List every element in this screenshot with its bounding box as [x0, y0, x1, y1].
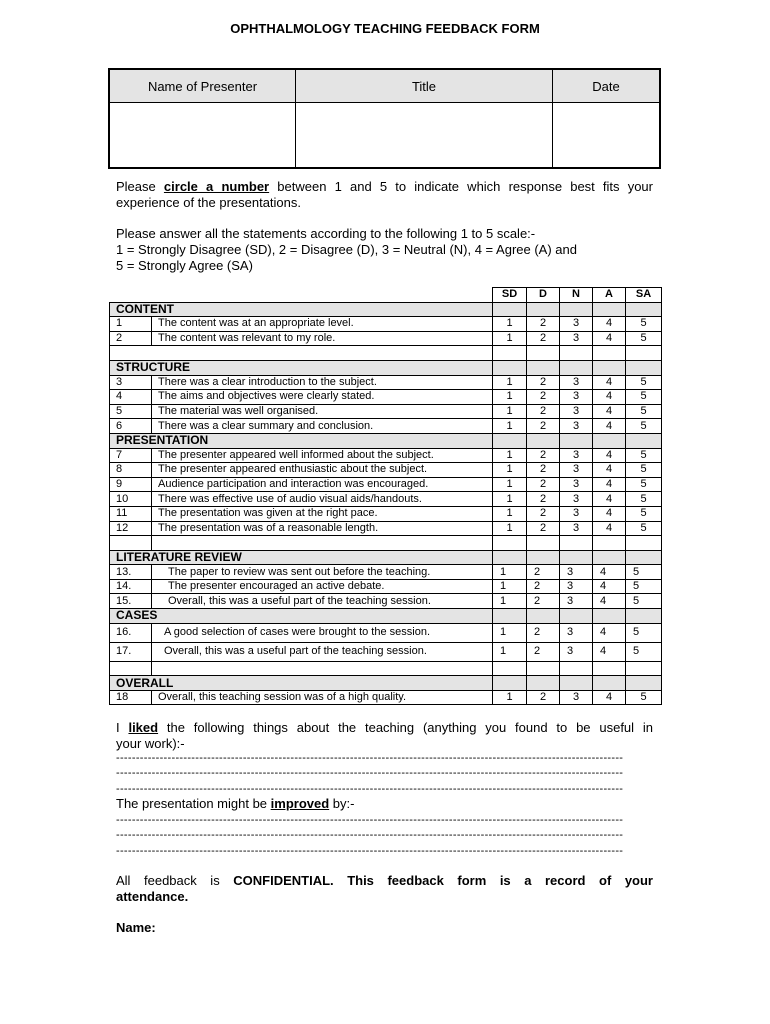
rating-option-d[interactable]: 2	[527, 521, 560, 536]
spacer-cell	[527, 536, 560, 551]
rating-option-sd[interactable]: 1	[493, 317, 527, 332]
statement-number: 10	[110, 492, 152, 507]
section-heading-content: CONTENT	[110, 302, 493, 317]
statement-number: 14.	[110, 579, 152, 594]
rating-option-n[interactable]: 3	[560, 331, 593, 346]
statement-row	[110, 317, 662, 332]
spacer-cell	[493, 346, 527, 361]
section-heading-structure: STRUCTURE	[110, 360, 493, 375]
spacer-cell	[560, 536, 593, 551]
rating-option-sd[interactable]: 1	[493, 448, 527, 463]
statement-row	[110, 642, 662, 661]
statement-number: 9	[110, 477, 152, 492]
section-blank-cell	[560, 676, 593, 691]
statement-number: 15.	[110, 594, 152, 609]
rating-option-n[interactable]: 3	[560, 492, 593, 507]
rating-option-d[interactable]: 2	[527, 623, 560, 642]
spacer-row	[110, 536, 662, 551]
section-blank-cell	[626, 676, 662, 691]
rating-option-sd[interactable]: 1	[493, 579, 527, 594]
rating-option-n[interactable]: 3	[560, 579, 593, 594]
instruction-circle-line2: experience of the presentations.	[116, 195, 302, 210]
spacer-cell	[527, 661, 560, 676]
section-blank-cell	[560, 609, 593, 624]
section-heading-literature: LITERATURE REVIEW	[110, 550, 493, 565]
rating-option-n[interactable]: 3	[560, 642, 593, 661]
statement-number: 5	[110, 404, 152, 419]
liked-prompt-line2: your work):-	[116, 736, 185, 751]
rating-option-n[interactable]: 3	[560, 594, 593, 609]
rating-option-d[interactable]: 2	[527, 448, 560, 463]
improved-answer-line-1[interactable]: --------------------------------------------------------------------------------------------------------------------------------	[116, 814, 624, 826]
statement-text: The aims and objectives were clearly stated.	[152, 390, 493, 405]
rating-option-sa[interactable]: 5	[626, 521, 662, 536]
section-row-cases	[110, 609, 662, 624]
spacer-cell	[560, 661, 593, 676]
statement-text: There was effective use of audio visual aids/handouts.	[152, 492, 493, 507]
section-blank-cell	[593, 550, 626, 565]
rating-option-d[interactable]: 2	[527, 317, 560, 332]
statement-row	[110, 492, 662, 507]
rating-option-d[interactable]: 2	[527, 404, 560, 419]
rating-option-a[interactable]: 4	[593, 492, 626, 507]
instruction-scale-line2: 1 = Strongly Disagree (SD), 2 = Disagree (D), 3 = Neutral (N), 4 = Agree (A) and	[116, 242, 577, 257]
rating-option-a[interactable]: 4	[593, 623, 626, 642]
section-blank-cell	[493, 360, 527, 375]
rating-option-n[interactable]: 3	[560, 623, 593, 642]
rating-option-sd[interactable]: 1	[493, 331, 527, 346]
rating-option-d[interactable]: 2	[527, 477, 560, 492]
rating-option-a[interactable]: 4	[593, 419, 626, 434]
statement-number: 3	[110, 375, 152, 390]
scale-header-n: N	[560, 288, 593, 303]
statement-text: Overall, this teaching session was of a high quality.	[152, 690, 493, 705]
spacer-cell	[593, 536, 626, 551]
date-field[interactable]	[553, 103, 661, 169]
section-blank-cell	[527, 302, 560, 317]
section-blank-cell	[560, 360, 593, 375]
statement-text: A good selection of cases were brought to the session.	[152, 623, 493, 642]
statement-row	[110, 448, 662, 463]
statement-number: 7	[110, 448, 152, 463]
rating-option-a[interactable]: 4	[593, 317, 626, 332]
rating-option-n[interactable]: 3	[560, 521, 593, 536]
rating-option-a[interactable]: 4	[593, 477, 626, 492]
statement-text: The presenter appeared enthusiastic about the subject.	[152, 463, 493, 478]
statement-row	[110, 419, 662, 434]
rating-option-n[interactable]: 3	[560, 477, 593, 492]
rating-option-a[interactable]: 4	[593, 565, 626, 580]
section-heading-presentation: PRESENTATION	[110, 433, 493, 448]
statement-row	[110, 594, 662, 609]
spacer-cell	[560, 346, 593, 361]
section-blank-cell	[527, 676, 560, 691]
rating-option-a[interactable]: 4	[593, 594, 626, 609]
rating-option-n[interactable]: 3	[560, 690, 593, 705]
section-blank-cell	[626, 550, 662, 565]
rating-option-a[interactable]: 4	[593, 521, 626, 536]
presenter-name-header: Name of Presenter	[109, 69, 296, 103]
header-spacer	[110, 288, 493, 303]
statement-text: The presentation was of a reasonable length.	[152, 521, 493, 536]
rating-option-d[interactable]: 2	[527, 375, 560, 390]
section-blank-cell	[527, 609, 560, 624]
rating-option-n[interactable]: 3	[560, 375, 593, 390]
statement-number: 11	[110, 506, 152, 521]
rating-option-sd[interactable]: 1	[493, 521, 527, 536]
rating-option-a[interactable]: 4	[593, 642, 626, 661]
rating-option-a[interactable]: 4	[593, 690, 626, 705]
confidential-notice-line2: attendance.	[116, 889, 189, 904]
name-label: Name:	[116, 920, 156, 935]
scale-header-sd: SD	[493, 288, 527, 303]
liked-answer-line-3[interactable]: --------------------------------------------------------------------------------------------------------------------------------	[116, 783, 624, 795]
instruction-circle: Please circle a number between 1 and 5 to indicate which response best fits your	[116, 179, 653, 194]
rating-option-d[interactable]: 2	[527, 506, 560, 521]
statement-text: The presenter encouraged an active debate.	[152, 579, 493, 594]
section-blank-cell	[626, 433, 662, 448]
rating-option-sa[interactable]: 5	[626, 331, 662, 346]
feedback-table	[109, 287, 662, 705]
rating-option-sa[interactable]: 5	[626, 690, 662, 705]
statement-row	[110, 506, 662, 521]
rating-option-a[interactable]: 4	[593, 375, 626, 390]
rating-option-sa[interactable]: 5	[626, 642, 662, 661]
rating-option-n[interactable]: 3	[560, 390, 593, 405]
section-row-content	[110, 302, 662, 317]
confidential-notice: All feedback is CONFIDENTIAL. This feedback form is a record of your	[116, 873, 653, 888]
statement-row	[110, 463, 662, 478]
rating-option-sa[interactable]: 5	[626, 477, 662, 492]
statement-text: The paper to review was sent out before the teaching.	[152, 565, 493, 580]
rating-option-sd[interactable]: 1	[493, 404, 527, 419]
rating-option-sd[interactable]: 1	[493, 642, 527, 661]
section-blank-cell	[493, 550, 527, 565]
rating-option-d[interactable]: 2	[527, 642, 560, 661]
section-blank-cell	[560, 433, 593, 448]
statement-row	[110, 521, 662, 536]
spacer-cell	[110, 661, 152, 676]
section-blank-cell	[626, 609, 662, 624]
rating-option-d[interactable]: 2	[527, 331, 560, 346]
rating-option-sd[interactable]: 1	[493, 390, 527, 405]
section-blank-cell	[493, 302, 527, 317]
section-blank-cell	[493, 609, 527, 624]
rating-option-d[interactable]: 2	[527, 463, 560, 478]
liked-prompt: I liked the following things about the teaching (anything you found to be useful in	[116, 720, 653, 735]
improved-answer-line-3[interactable]: --------------------------------------------------------------------------------------------------------------------------------	[116, 845, 624, 857]
statement-text: The presenter appeared well informed about the subject.	[152, 448, 493, 463]
rating-option-sa[interactable]: 5	[626, 448, 662, 463]
rating-option-n[interactable]: 3	[560, 419, 593, 434]
statement-row	[110, 375, 662, 390]
spacer-cell	[626, 536, 662, 551]
statement-number: 2	[110, 331, 152, 346]
presenter-details-table	[108, 68, 661, 169]
statement-text: The material was well organised.	[152, 404, 493, 419]
section-heading-cases: CASES	[110, 609, 493, 624]
instruction-scale-line1: Please answer all the statements according to the following 1 to 5 scale:-	[116, 226, 536, 241]
section-blank-cell	[527, 550, 560, 565]
spacer-cell	[626, 661, 662, 676]
rating-option-sd[interactable]: 1	[493, 594, 527, 609]
rating-option-sa[interactable]: 5	[626, 419, 662, 434]
scale-header-row	[110, 288, 662, 303]
rating-option-sd[interactable]: 1	[493, 565, 527, 580]
rating-option-d[interactable]: 2	[527, 579, 560, 594]
section-blank-cell	[626, 360, 662, 375]
section-blank-cell	[626, 302, 662, 317]
rating-option-sa[interactable]: 5	[626, 506, 662, 521]
statement-row	[110, 623, 662, 642]
rating-option-sd[interactable]: 1	[493, 419, 527, 434]
instruction-scale-line3: 5 = Strongly Agree (SA)	[116, 258, 253, 273]
rating-option-sd[interactable]: 1	[493, 623, 527, 642]
spacer-row	[110, 346, 662, 361]
rating-option-n[interactable]: 3	[560, 506, 593, 521]
statement-number: 13.	[110, 565, 152, 580]
section-blank-cell	[560, 550, 593, 565]
section-heading-overall: OVERALL	[110, 676, 493, 691]
rating-option-n[interactable]: 3	[560, 317, 593, 332]
statement-text: Audience participation and interaction was encouraged.	[152, 477, 493, 492]
improved-prompt: The presentation might be improved by:-	[116, 796, 355, 811]
improved-answer-line-2[interactable]: --------------------------------------------------------------------------------------------------------------------------------	[116, 829, 624, 841]
statement-text: The content was at an appropriate level.	[152, 317, 493, 332]
section-blank-cell	[593, 302, 626, 317]
rating-option-d[interactable]: 2	[527, 565, 560, 580]
rating-option-sd[interactable]: 1	[493, 463, 527, 478]
liked-answer-line-2[interactable]: --------------------------------------------------------------------------------------------------------------------------------	[116, 767, 624, 779]
presenter-name-field[interactable]	[109, 103, 296, 169]
statement-text: There was a clear summary and conclusion.	[152, 419, 493, 434]
rating-option-d[interactable]: 2	[527, 690, 560, 705]
rating-option-sd[interactable]: 1	[493, 690, 527, 705]
date-header: Date	[553, 69, 661, 103]
rating-option-n[interactable]: 3	[560, 404, 593, 419]
rating-option-sa[interactable]: 5	[626, 463, 662, 478]
rating-option-sd[interactable]: 1	[493, 477, 527, 492]
rating-option-d[interactable]: 2	[527, 594, 560, 609]
rating-option-n[interactable]: 3	[560, 565, 593, 580]
scale-header-d: D	[527, 288, 560, 303]
scale-header-a: A	[593, 288, 626, 303]
statement-row	[110, 579, 662, 594]
section-blank-cell	[560, 302, 593, 317]
statement-number: 17.	[110, 642, 152, 661]
rating-option-sa[interactable]: 5	[626, 565, 662, 580]
statement-text: The content was relevant to my role.	[152, 331, 493, 346]
rating-option-a[interactable]: 4	[593, 579, 626, 594]
liked-answer-line-1[interactable]: --------------------------------------------------------------------------------------------------------------------------------	[116, 752, 624, 764]
statement-number: 1	[110, 317, 152, 332]
section-row-presentation	[110, 433, 662, 448]
statement-row	[110, 404, 662, 419]
spacer-cell	[626, 346, 662, 361]
statement-number: 12	[110, 521, 152, 536]
statement-number: 18	[110, 690, 152, 705]
section-blank-cell	[493, 433, 527, 448]
spacer-cell	[593, 661, 626, 676]
spacer-cell	[152, 661, 493, 676]
rating-option-sa[interactable]: 5	[626, 390, 662, 405]
statement-text: Overall, this was a useful part of the teaching session.	[152, 594, 493, 609]
statement-text: Overall, this was a useful part of the teaching session.	[152, 642, 493, 661]
scale-header-sa: SA	[626, 288, 662, 303]
statement-row	[110, 477, 662, 492]
section-row-literature	[110, 550, 662, 565]
rating-option-d[interactable]: 2	[527, 419, 560, 434]
rating-option-sa[interactable]: 5	[626, 492, 662, 507]
rating-option-sd[interactable]: 1	[493, 375, 527, 390]
rating-option-a[interactable]: 4	[593, 390, 626, 405]
statement-text: There was a clear introduction to the subject.	[152, 375, 493, 390]
section-row-structure	[110, 360, 662, 375]
rating-option-d[interactable]: 2	[527, 492, 560, 507]
statement-row	[110, 690, 662, 705]
rating-option-a[interactable]: 4	[593, 448, 626, 463]
spacer-cell	[110, 346, 493, 361]
rating-option-sa[interactable]: 5	[626, 623, 662, 642]
section-blank-cell	[593, 360, 626, 375]
spacer-cell	[527, 346, 560, 361]
rating-option-sd[interactable]: 1	[493, 506, 527, 521]
rating-option-sa[interactable]: 5	[626, 375, 662, 390]
section-blank-cell	[527, 360, 560, 375]
statement-number: 6	[110, 419, 152, 434]
spacer-cell	[493, 536, 527, 551]
rating-option-sa[interactable]: 5	[626, 579, 662, 594]
rating-option-a[interactable]: 4	[593, 463, 626, 478]
section-blank-cell	[527, 433, 560, 448]
statement-text: The presentation was given at the right pace.	[152, 506, 493, 521]
statement-number: 4	[110, 390, 152, 405]
page-title: OPHTHALMOLOGY TEACHING FEEDBACK FORM	[230, 21, 540, 36]
rating-option-sa[interactable]: 5	[626, 317, 662, 332]
rating-option-n[interactable]: 3	[560, 448, 593, 463]
section-blank-cell	[493, 676, 527, 691]
rating-option-a[interactable]: 4	[593, 404, 626, 419]
spacer-cell	[110, 536, 152, 551]
spacer-row	[110, 661, 662, 676]
rating-option-a[interactable]: 4	[593, 331, 626, 346]
statement-row	[110, 390, 662, 405]
section-row-overall	[110, 676, 662, 691]
spacer-cell	[152, 536, 493, 551]
rating-option-d[interactable]: 2	[527, 390, 560, 405]
statement-row	[110, 565, 662, 580]
title-header: Title	[296, 69, 553, 103]
spacer-cell	[493, 661, 527, 676]
statement-number: 16.	[110, 623, 152, 642]
rating-option-sd[interactable]: 1	[493, 492, 527, 507]
section-blank-cell	[593, 609, 626, 624]
rating-option-n[interactable]: 3	[560, 463, 593, 478]
rating-option-sa[interactable]: 5	[626, 404, 662, 419]
spacer-cell	[593, 346, 626, 361]
section-blank-cell	[593, 676, 626, 691]
section-blank-cell	[593, 433, 626, 448]
statement-row	[110, 331, 662, 346]
rating-option-sa[interactable]: 5	[626, 594, 662, 609]
rating-option-a[interactable]: 4	[593, 506, 626, 521]
title-field[interactable]	[296, 103, 553, 169]
statement-number: 8	[110, 463, 152, 478]
